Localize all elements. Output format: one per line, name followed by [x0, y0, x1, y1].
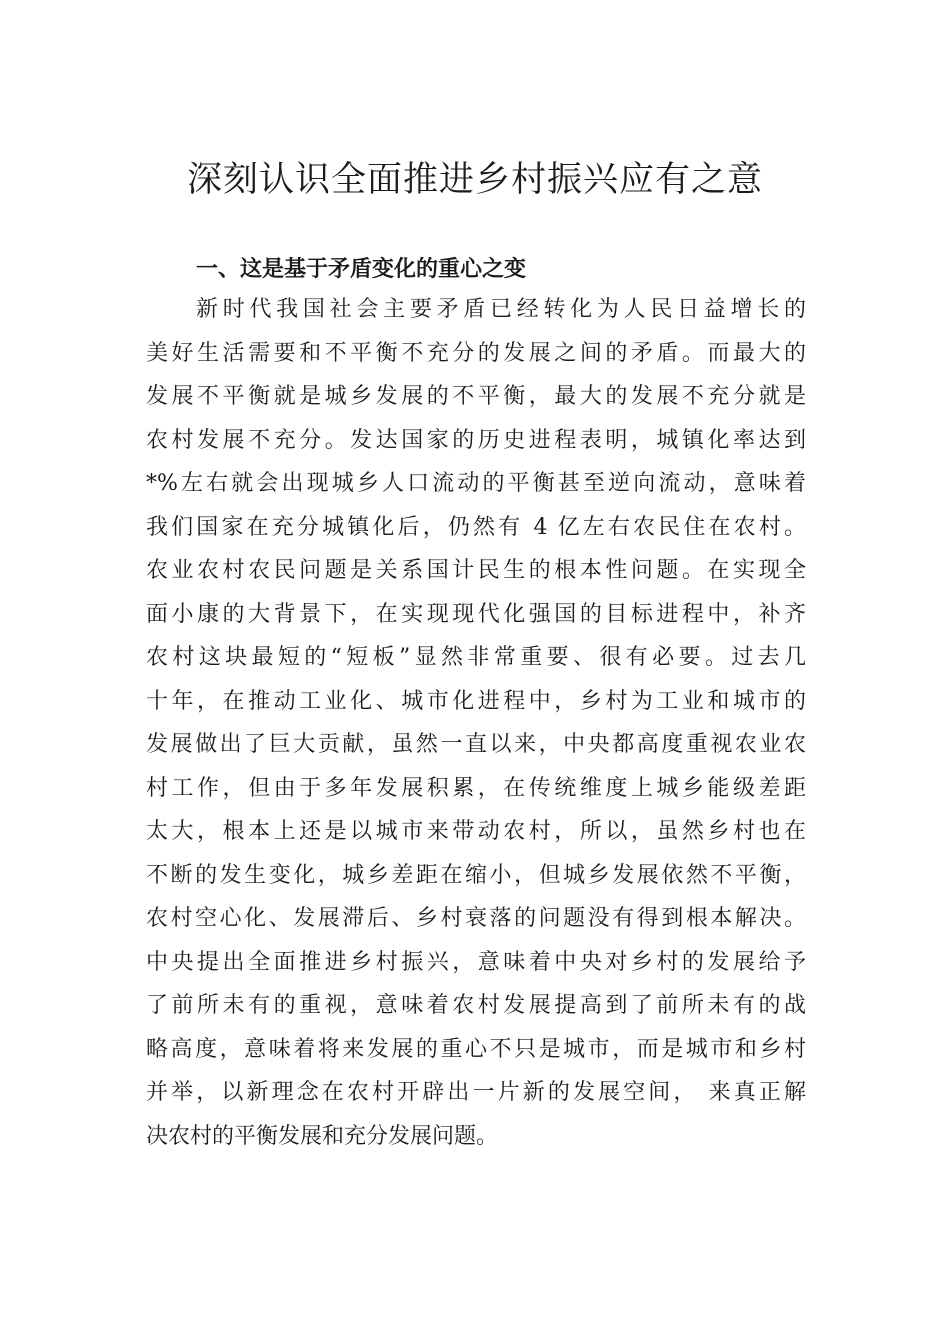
paragraph-line: 农村这块最短的“短板”显然非常重要、很有必要。过去几	[146, 645, 806, 670]
body-paragraph	[146, 288, 806, 1158]
paragraph-line: 农村空心化、发展滞后、乡村衰落的问题没有得到根本解决。	[146, 906, 806, 931]
paragraph-line: 发展不平衡就是城乡发展的不平衡，最大的发展不充分就是	[146, 384, 806, 409]
document-title: 深刻认识全面推进乡村振兴应有之意	[186, 160, 763, 200]
paragraph-line: 决农村的平衡发展和充分发展问题。	[146, 1123, 499, 1149]
paragraph-line: 村工作，但由于多年发展积累，在传统维度上城乡能级差距	[146, 775, 806, 801]
paragraph-line: 十年，在推动工业化、城市化进程中，乡村为工业和城市的	[146, 688, 806, 714]
paragraph-line: 中央提出全面推进乡村振兴，意味着中央对乡村的发展给予	[146, 949, 806, 975]
paragraph-line: 发展做出了巨大贡献，虽然一直以来，中央都高度重视农业农	[146, 732, 806, 757]
paragraph-line: 美好生活需要和不平衡不充分的发展之间的矛盾。而最大的	[146, 340, 806, 366]
paragraph-line: 不断的发生变化，城乡差距在缩小，但城乡发展依然不平衡，	[146, 862, 806, 888]
paragraph-line: *%左右就会出现城乡人口流动的平衡甚至逆向流动，意味着	[146, 471, 806, 496]
paragraph-line: 农业农村农民问题是关系国计民生的根本性问题。在实现全	[146, 558, 806, 583]
paragraph-line: 面小康的大背景下，在实现现代化强国的目标进程中，补齐	[146, 601, 806, 627]
paragraph-line: 新时代我国社会主要矛盾已经转化为人民日益增长的	[196, 297, 806, 322]
paragraph-line: 我们国家在充分城镇化后，仍然有 4 亿左右农民住在农村。	[146, 514, 806, 540]
paragraph-line: 略高度，意味着将来发展的重心不只是城市，而是城市和乡村	[146, 1036, 806, 1062]
paragraph-line: 并举，以新理念在农村开辟出一片新的发展空间， 来真正解	[146, 1080, 806, 1105]
paragraph-line: 农村发展不充分。发达国家的历史进程表明，城镇化率达到	[146, 427, 806, 453]
paragraph-line: 了前所未有的重视，意味着农村发展提高到了前所未有的战	[146, 993, 806, 1018]
section-heading: 一、这是基于矛盾变化的重心之变	[196, 257, 527, 282]
paragraph-line: 太大，根本上还是以城市来带动农村，所以，虽然乡村也在	[146, 819, 806, 844]
